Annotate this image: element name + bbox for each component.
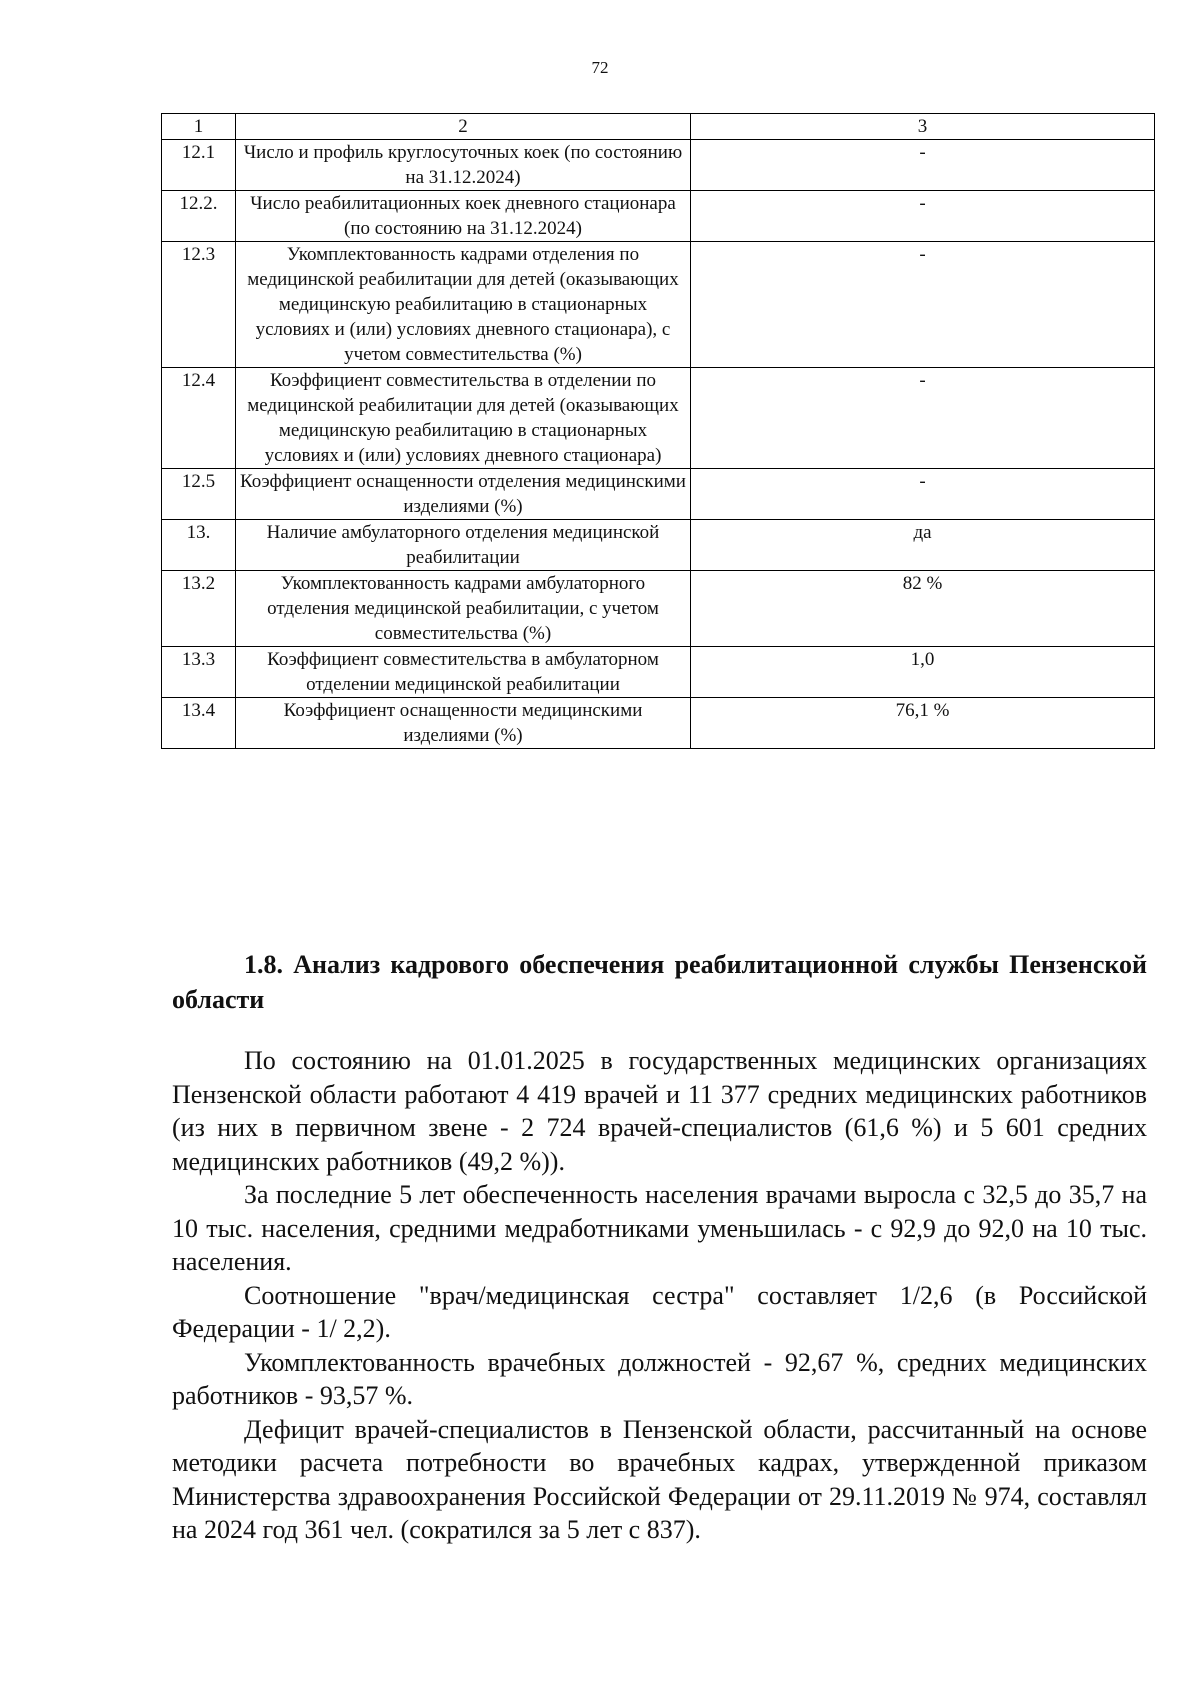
paragraph: Укомплектованность врачебных должностей - 92,67 %, средних медицинских работников - 93,57 %. — [172, 1347, 1147, 1410]
row-value: - — [691, 469, 1155, 520]
row-indicator: Укомплектованность кадрами отделения по медицинской реабилитации для детей (оказывающих медицинскую реабилитацию в стационарных условиях и (или) условиях дневного стационара), с учетом совместительства (%) — [236, 242, 691, 368]
row-number: 12.5 — [162, 469, 236, 520]
row-indicator: Число и профиль круглосуточных коек (по состоянию на 31.12.2024) — [236, 140, 691, 191]
table-row — [162, 647, 1155, 698]
row-indicator: Коэффициент совместительства в амбулаторном отделении медицинской реабилитации — [236, 647, 691, 698]
header-cell-1: 1 — [162, 114, 236, 140]
row-value: 76,1 % — [691, 698, 1155, 749]
row-number: 13. — [162, 520, 236, 571]
row-number: 13.4 — [162, 698, 236, 749]
row-value: 82 % — [691, 571, 1155, 647]
row-indicator: Коэффициент оснащенности медицинскими изделиями (%) — [236, 698, 691, 749]
page-number: 72 — [591, 58, 609, 77]
row-number: 12.2. — [162, 191, 236, 242]
table-row — [162, 242, 1155, 368]
row-number: 13.2 — [162, 571, 236, 647]
table-row — [162, 571, 1155, 647]
row-value: 1,0 — [691, 647, 1155, 698]
section-body — [172, 1044, 1147, 1547]
row-number: 12.4 — [162, 368, 236, 469]
row-number: 13.3 — [162, 647, 236, 698]
paragraph: По состоянию на 01.01.2025 в государственных медицинских организациях Пензенской области работают 4 419 врачей и 11 377 средних медицинских работников (из них в первичном звене - 2 724 врачей-специалистов (61,6 %) и 5 601 средних медицинских работников (49,2 %)). — [172, 1046, 1147, 1176]
row-value: - — [691, 140, 1155, 191]
row-value: - — [691, 368, 1155, 469]
row-value: да — [691, 520, 1155, 571]
row-number: 12.1 — [162, 140, 236, 191]
header-cell-2: 2 — [236, 114, 691, 140]
table-row — [162, 520, 1155, 571]
table-row — [162, 368, 1155, 469]
section-heading: 1.8. Анализ кадрового обеспечения реабилитационной службы Пензенской области — [172, 950, 1147, 1014]
table-header-row — [162, 114, 1155, 140]
table-row — [162, 698, 1155, 749]
row-indicator: Укомплектованность кадрами амбулаторного отделения медицинской реабилитации, с учетом совместительства (%) — [236, 571, 691, 647]
table-row — [162, 469, 1155, 520]
table-row — [162, 140, 1155, 191]
table-row — [162, 191, 1155, 242]
row-indicator: Коэффициент совместительства в отделении по медицинской реабилитации для детей (оказывающих медицинскую реабилитацию в стационарных условиях и (или) условиях дневного стационара) — [236, 368, 691, 469]
indicators-table — [161, 113, 1155, 749]
row-value: - — [691, 191, 1155, 242]
paragraph: За последние 5 лет обеспеченность населения врачами выросла с 32,5 до 35,7 на 10 тыс. населения, средними медработниками уменьшилась - с 92,9 до 92,0 на 10 тыс. населения. — [172, 1180, 1147, 1276]
row-indicator: Наличие амбулаторного отделения медицинской реабилитации — [236, 520, 691, 571]
header-cell-3: 3 — [691, 114, 1155, 140]
paragraph: Соотношение "врач/медицинская сестра" составляет 1/2,6 (в Российской Федерации - 1/ 2,2). — [172, 1280, 1147, 1343]
row-indicator: Коэффициент оснащенности отделения медицинскими изделиями (%) — [236, 469, 691, 520]
row-number: 12.3 — [162, 242, 236, 368]
row-indicator: Число реабилитационных коек дневного стационара (по состоянию на 31.12.2024) — [236, 191, 691, 242]
row-value: - — [691, 242, 1155, 368]
paragraph: Дефицит врачей-специалистов в Пензенской области, рассчитанный на основе методики расчета потребности во врачебных кадрах, утвержденной приказом Министерства здравоохранения Российской Федерации от 29.11.2019 № 974, составлял на 2024 год 361 чел. (сократился за 5 лет с 837). — [172, 1414, 1147, 1544]
